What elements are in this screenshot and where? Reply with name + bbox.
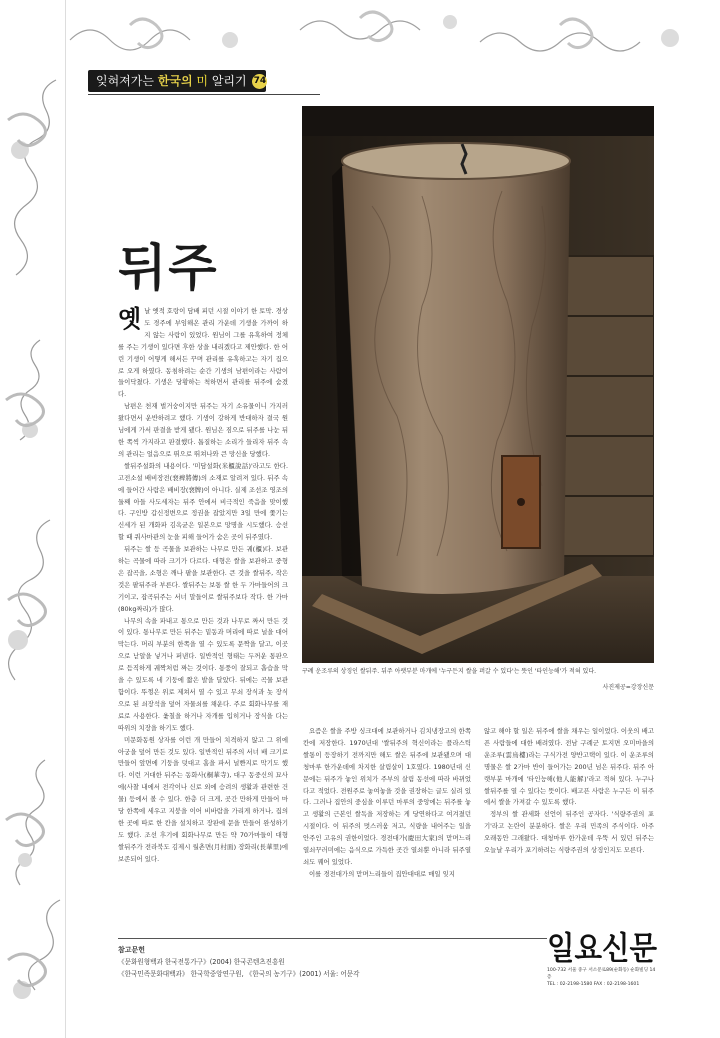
- issue-number-badge: 74: [252, 74, 267, 89]
- drop-cap: 옛: [118, 304, 142, 333]
- article-column-2: [303, 726, 471, 881]
- paragraph: 정부의 쌀 관세화 선언이 뒤주인 공자다. '식량주권의 포기'라고 논란이 분분하다. 쌀은 우리 민족의 주식이다. 아주 오래동안 그래왔다. 대청마루 한가운데 우뚝 서 있던 뒤주는 오늘날 우리가 포기하려는 식량주권의 상징인지도 모른다.: [484, 810, 654, 855]
- publisher-address: 100-732 서울 중구 서소문로89(순화동) 순화빌딩 14층: [547, 968, 656, 980]
- publisher-phone: TEL : 02-2198-1580 FAX : 02-2198-1601: [547, 982, 640, 987]
- paragraph: 나무의 속을 파내고 통으로 만든 것과 나무로 짜서 만든 것이 있다. 통나무로 만든 뒤주는 밑동과 머리에 따로 널을 대어 막는다. 머리 부분의 한쪽을 열 수 있도록 문짝을 달고, 이곳으로 낟알을 넣거나 퍼낸다. 일반적인 형태는 두꺼운 통판으로 듬직하게 궤짝처럼 짜는 것이다. 통풍이 잘되고 흡습을 막을 수 있도록 네 기둥에 짧은 발을 달았다. 뒤에는 곡물 보관함이다. 뚜껑은 위로 제쳐서 열 수 있고 무쇠 장식과 놋 장식으로 된 쇠장석을 덮어 자물쇠를 채운다. 주로 회화나무를 재료로 사용한다. 옻칠을 하거나 자개를 입히거나 장식을 다는 따위의 치장을 하기도 했다.: [118, 616, 288, 732]
- paragraph: 남편은 천재 벌거숭이지만 뒤주는 자기 소유물이니 가지러 왔다면서 운반하려고 했다. 기생이 강하게 반대하자 결국 원님에게 가서 판결을 받게 됐다. 원님은 짐으로 뒤주를 나눈 뒤 한 쪽씩 가지라고 판결했다. 톱질하는 소리가 들리자 뒤주 속의 관리는 얼음으로 뛰으로 뛰쳐나와 큰 망신을 당했다.: [118, 402, 288, 458]
- references-title: 참고문헌: [118, 946, 146, 954]
- logo-text: 일요신문: [547, 929, 658, 963]
- paragraph: 쌀뒤주설화의 내용이다. '미담설화(米櫃說話)'라고도 한다. 고전소설 배비장전(裵裨將傳)의 소재로 알려져 있다. 뒤주 속에 들어간 사람은 배비장(裵牌)이 아니다. 실제 조선조 영조의 둘째 아들 사도세자는 뒤주 안에서 비극적인 죽음을 맞이했다. 구인방 갑신정변으로 정권을 잡았지만 3일 만에 쫓기는 신세가 된 개화파 김옥균은 일본으로 망명을 시도했다. 승선할 때 쿼사마관의 눈을 피해 들어가 숨은 곳이 뒤주였다.: [118, 461, 288, 542]
- publisher-logo: [547, 929, 659, 963]
- paragraph: 날 옛적 호랑이 담배 피던 시절 이야기 한 토막. 경상도 경주에 부임해온 관리 가운데 기생을 가까이 하지 않는 사람이 있었다. 원님이 그를 유혹하여 정체를 주는 기생이 있다면 후한 상을 내리겠다고 제안했다. 한 어린 기생이 어떻게 해서든 꾸며 관리를 유혹하고는 자기 집으로 오게 하였다. 동침하려는 순간 기생의 남편이라는 사람이 들이닥쳤다. 기생은 당황하는 척하면서 관리를 뒤주에 숨겼다.: [118, 307, 288, 399]
- cloud-border-left: [0, 0, 66, 1038]
- header-rule: [88, 94, 320, 95]
- rice-chest-photo: [302, 106, 654, 663]
- paragraph: 미문화동원 상자를 이런 개 만들어 치격하지 않고 그 위에 아궁을 덮어 만든 것도 있다. 일반적인 뒤주의 서너 배 크기로 만들어 앞면에 기둥을 덧대고 홈을 파서 널빤지로 막기도 했다. 이런 거대한 뒤주는 동화사(桐華寺), 대구 동중신의 묘사에(사찰 내에서 전각이나 신로 외에 승려의 생활과 관련한 건물) 등에서 볼 수 있다. 한층 더 크게, 곳간 만하게 만들어 마당 한쪽에 세우고 지붕을 이어 비바람을 가리게 하거나, 집의 한 곳에 따로 한 칸을 설치하고 장판에 문을 만들어 완성하기도 했다. 조선 후기에 회화나무로 만든 약 70가마들이 대형 쌀뒤주가 전라북도 김제시 월촌면(月村面) 장화리(長華里)에 보존되어 있다.: [118, 735, 288, 863]
- references: [118, 944, 538, 980]
- reference-item: 《문화원형백과 한국전통가구》(2004) 한국콘텐츠진흥원: [118, 958, 285, 966]
- banner-highlight-2: 미: [196, 74, 208, 88]
- banner-highlight: 한국의: [157, 74, 193, 88]
- series-banner: [88, 70, 266, 92]
- banner-suffix: 알리기: [211, 74, 247, 88]
- article-column-1: [118, 306, 288, 866]
- banner-prefix: 잊혀져가는: [96, 74, 154, 88]
- article-column-3: [484, 726, 654, 857]
- photo-credit: 사진제공=강장신문: [602, 684, 654, 691]
- paragraph: 이를 경전대가의 맏며느리들이 집안대대로 매일 잊지: [309, 869, 455, 878]
- publisher-info: [547, 967, 659, 988]
- paragraph: 않고 해야 할 일은 뒤주에 쌀을 채우는 일이었다. 이웃의 배고픈 사람들에 대한 배려였다. 전남 구례군 토지면 오미마을의 운조루(雲鳥樓)라는 구식가전 양반고택이 있다. 이 운조루의 명물은 쌀 2가마 반이 들어가는 200년 넘은 뒤주다. 뒤주 아랫부분 마개에 '타인능해(他人能解)'라고 적혀 있다. 누구나 쌀뒤주를 열 수 있다는 뜻이다. 배고픈 사람은 누구든 이 뒤주에서 쌀을 가져갈 수 있도록 했다.: [484, 727, 654, 807]
- reference-item: 《한국민족문화대백과》 한국학중앙연구원, 《한국의 농기구》(2001) 서울: 어문각: [118, 970, 360, 978]
- paragraph: 뒤주는 쌀 등 곡물을 보관하는 나무로 만든 궤(櫃)다. 보관하는 곡물에 따라 크기가 다르다. 대형은 쌀을 보관하고 중형은 잡곡을, 소형은 깨나 팥을 보관한다. 큰 것을 쌀뒤주, 작은 것은 팥뒤주라 부른다. 쌀뒤주는 보통 쌀 한 두 가마들어의 크기이고, 잡곡뒤주는 서너 말들이로 쌀뒤주보다 작다. 한 가마(80kg짜리)가 많다.: [118, 545, 288, 613]
- article-title: 뒤주: [118, 238, 219, 297]
- cloud-border-top: [0, 0, 720, 70]
- paragraph: 요즘은 쌀을 주방 싱크대에 보관하거나 김치냉장고의 한쪽칸에 저장한다. 1970년대 '쌀뒤주의 혁신이라는 플라스틱 쌀통이 등장하기 전까지만 해도 쌀은 뒤주에 보관됐으며 대청마루 한가운데에 차지한 살림살이 1호였다. 1980년대 신문에는 뒤주가 놓인 위치가 주부의 살림 동선에 따라 바뀌었다고 적었다. 전원주로 놓여놓을 것을 권장하는 글도 실려 있다. 그러나 집안의 중심을 이루던 마루의 중앙에는 뒤주를 놓고 생활의 근본인 쌀독을 저장하는 게 당연하다고 여겨졌던 시절이다. 이 뒤주의 멋스러움 저고, 식량을 내어주는 일을 안주인 고유의 권한이었다. 경전대가(慶田大家)의 맏며느리 열쇠꾸러미에는 음식으로 가득한 곳간 열쇠뿐 아니라 뒤주열쇠도 꿰어 있었다.: [303, 727, 471, 866]
- photo-caption: 구례 운조루의 상징인 쌀뒤주. 뒤주 아랫부분 마개에 '누구든지 쌀을 퍼갈 수 있다'는 뜻인 '타인능해'가 적혀 있다.: [302, 668, 597, 675]
